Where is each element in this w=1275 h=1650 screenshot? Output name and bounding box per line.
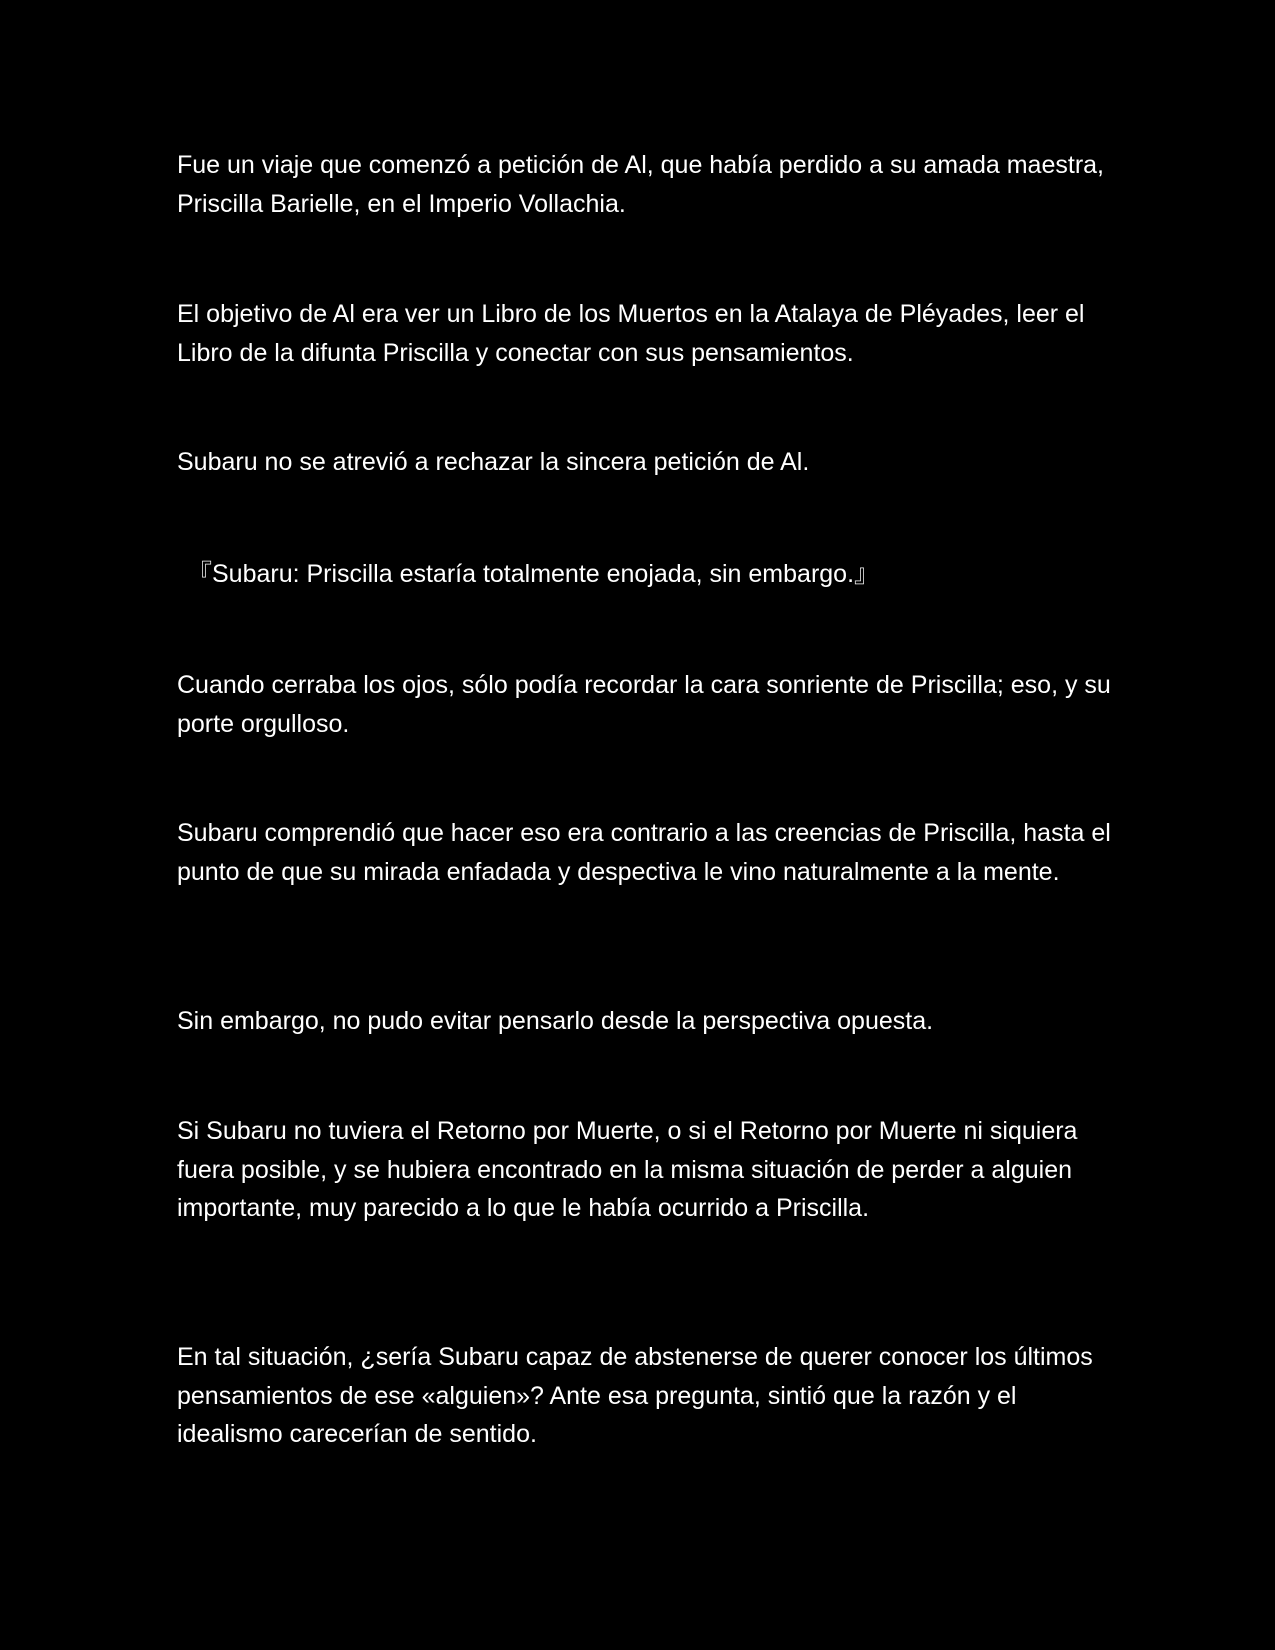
paragraph-2: El objetivo de Al era ver un Libro de los Muertos en la Atalaya de Pléyades, leer el Libro de la difunta Priscilla y conectar con sus pensamientos. <box>177 300 1085 367</box>
paragraph-5: Subaru comprendió que hacer eso era contrario a las creencias de Priscilla, hasta el punto de que su mirada enfadada y despectiva le vino naturalmente a la mente. <box>177 819 1111 886</box>
paragraph-4: Cuando cerraba los ojos, sólo podía recordar la cara sonriente de Priscilla; eso, y su porte orgulloso. <box>177 671 1111 738</box>
dialogue-quote: 『Subaru: Priscilla estaría totalmente enojada, sin embargo.』 <box>187 560 880 588</box>
paragraph-1: Fue un viaje que comenzó a petición de Al, que había perdido a su amada maestra, Priscilla Barielle, en el Imperio Vollachia. <box>177 151 1104 218</box>
paragraph-8: En tal situación, ¿sería Subaru capaz de abstenerse de querer conocer los últimos pensamientos de ese «alguien»? Ante esa pregunta, sintió que la razón y el idealismo carecerían de sentido. <box>177 1343 1093 1448</box>
paragraph-3: Subaru no se atrevió a rechazar la sincera petición de Al. <box>177 448 810 476</box>
paragraph-6: Sin embargo, no pudo evitar pensarlo desde la perspectiva opuesta. <box>177 1007 934 1035</box>
paragraph-7: Si Subaru no tuviera el Retorno por Muerte, o si el Retorno por Muerte ni siquiera fuera posible, y se hubiera encontrado en la misma situación de perder a alguien importante, muy parecido a lo que le había ocurrido a Priscilla. <box>177 1117 1078 1222</box>
